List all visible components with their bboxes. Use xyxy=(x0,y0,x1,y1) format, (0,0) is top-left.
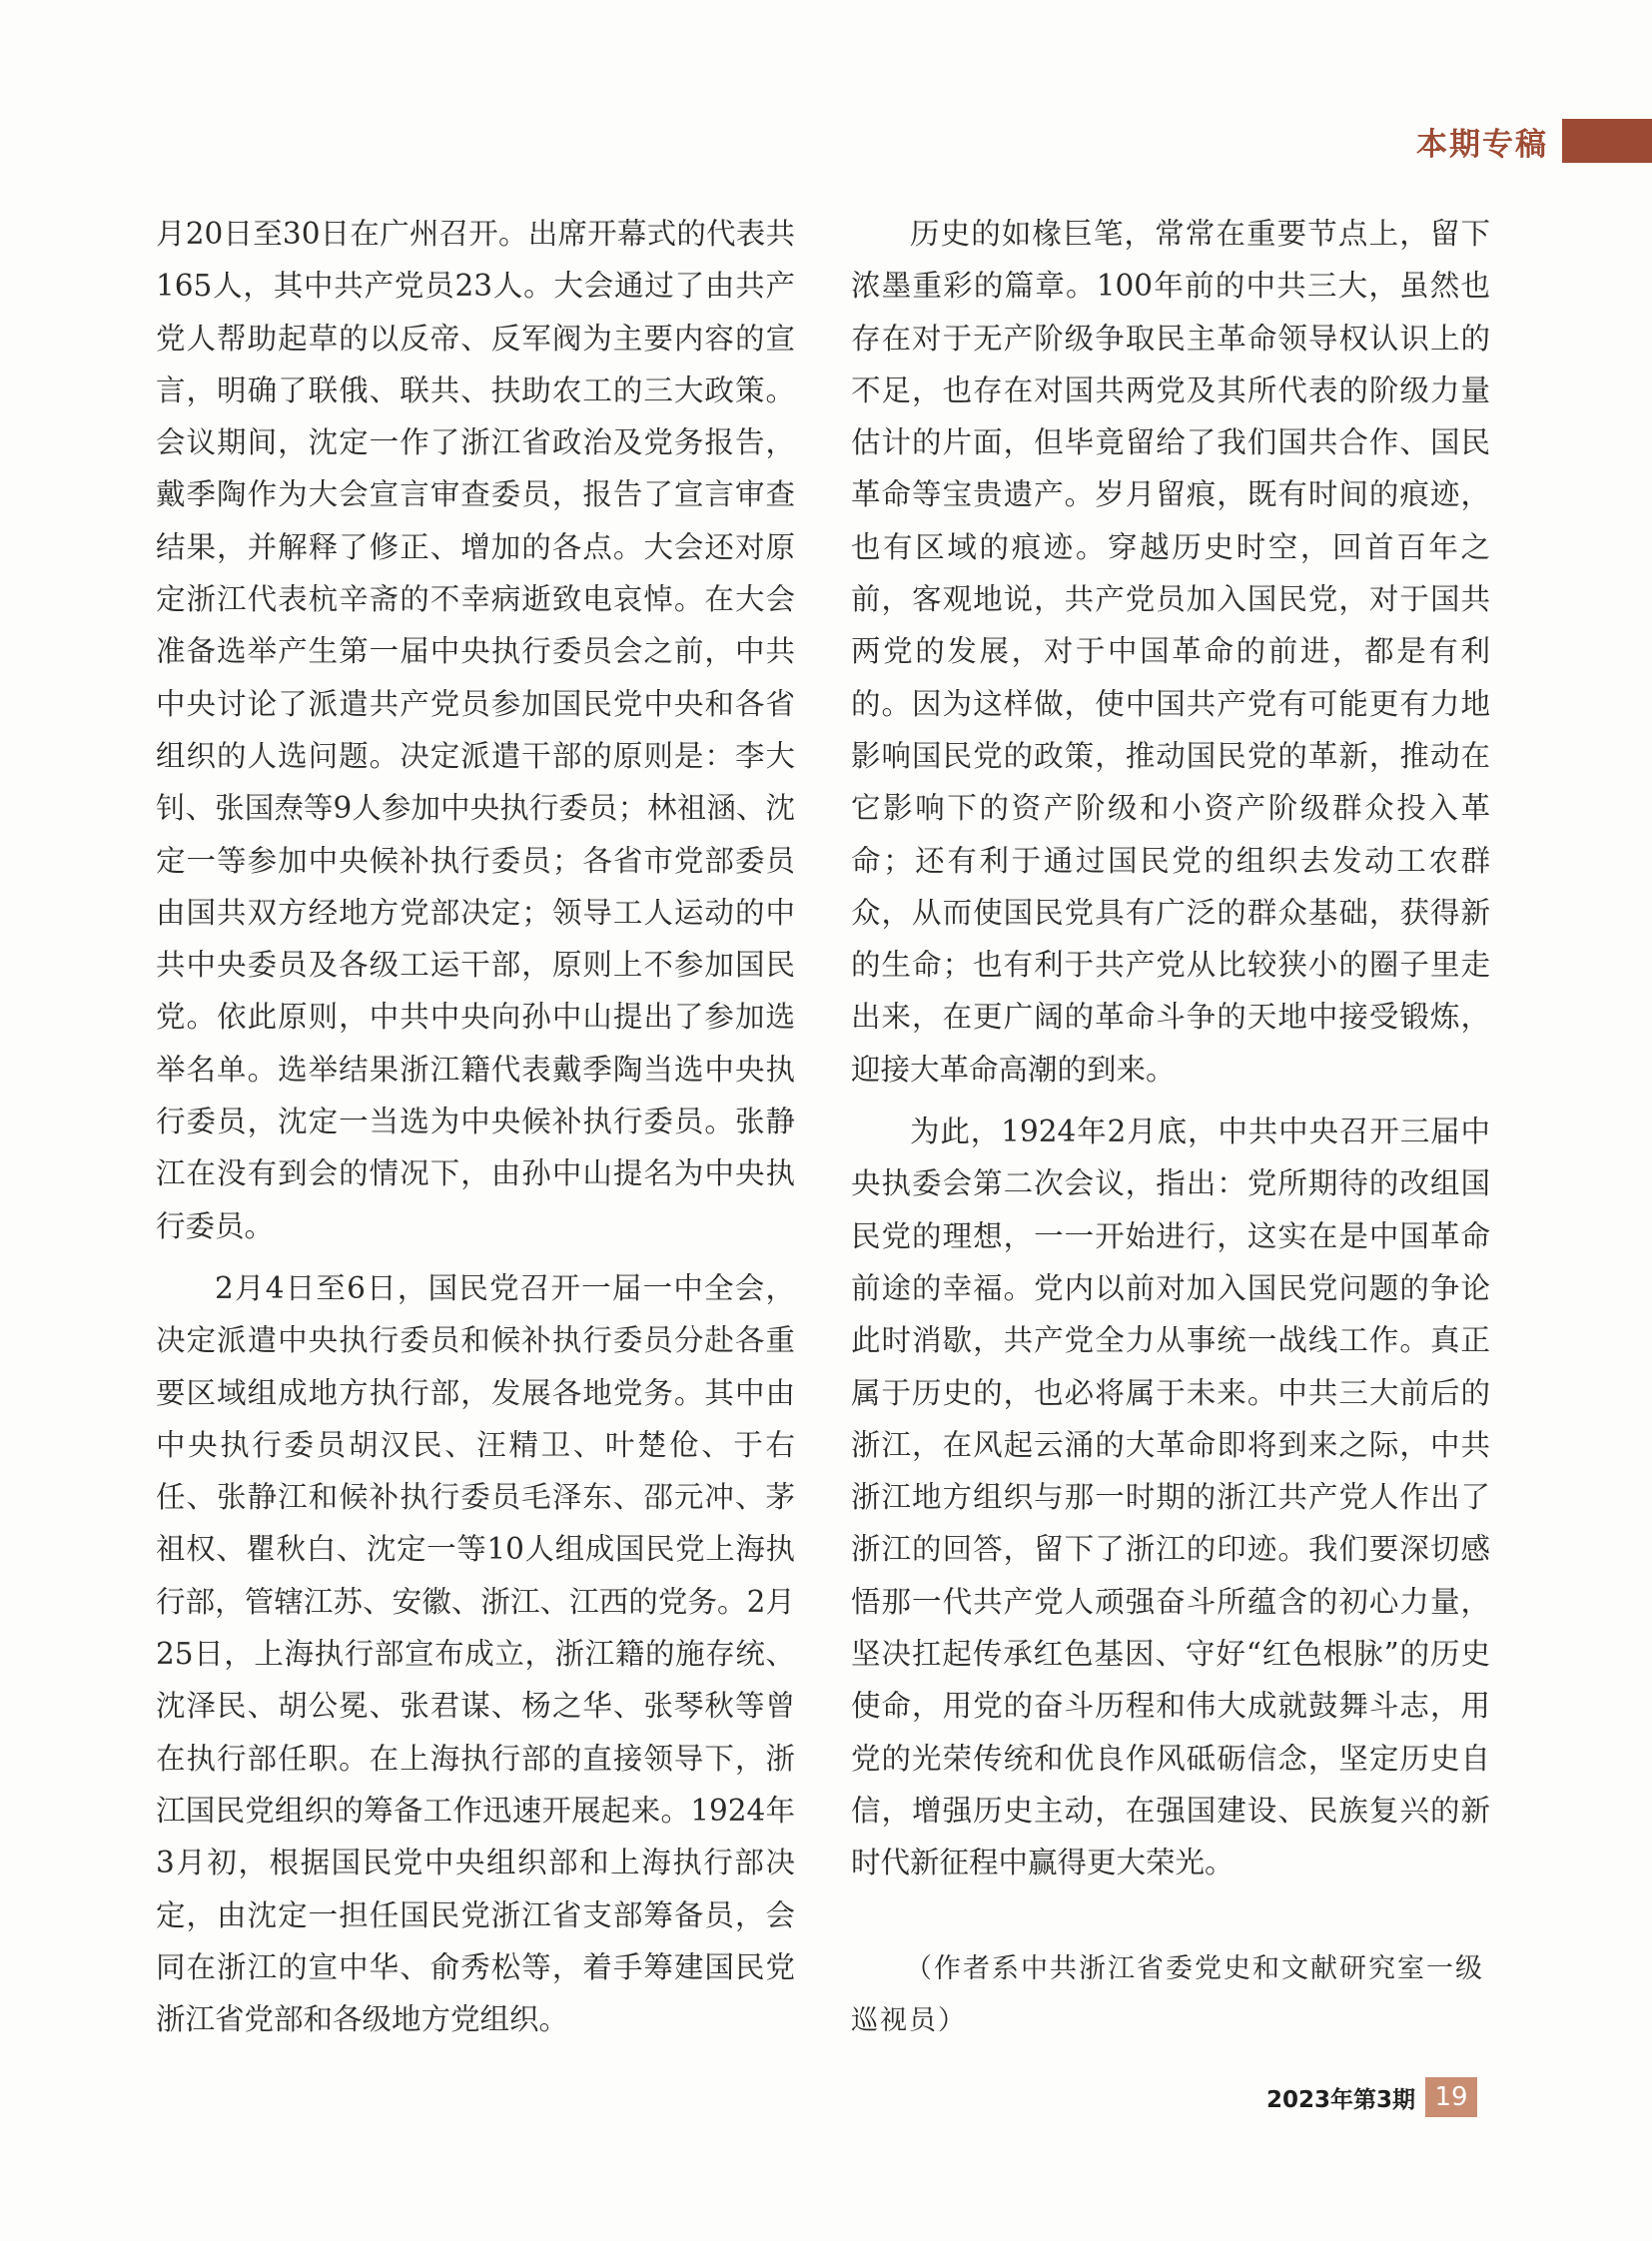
page-number: 19 xyxy=(1425,2077,1477,2117)
page-footer xyxy=(1266,2077,1477,2117)
right-paragraph-2: 为此，1924年2月底，中共中央召开三届中央执委会第二次会议，指出：党所期待的改组国民党的理想，一一开始进行，这实在是中国革命前途的幸福。党内以前对加入国民党问题的争论此时消歇，共产党全力从事统一战线工作。真正属于历史的，也必将属于未来。中共三大前后的浙江，在风起云涌的大革命即将到来之际，中共浙江地方组织与那一时期的浙江共产党人作出了浙江的回答，留下了浙江的印迹。我们要深切感悟那一代共产党人顽强奋斗所蕴含的初心力量，坚决扛起传承红色基因、守好“红色根脉”的历史使命，用党的奋斗历程和伟大成就鼓舞斗志，用党的光荣传统和优良作风砥砺信念，坚定历史自信，增强历史主动，在强国建设、民族复兴的新时代新征程中赢得更大荣光。 xyxy=(851,1115,1490,1880)
section-header xyxy=(1416,118,1652,164)
left-paragraph-1: 月20日至30日在广州召开。出席开幕式的代表共165人，其中共产党员23人。大会通过了由共产党人帮助起草的以反帝、反军阀为主要内容的宣言，明确了联俄、联共、扶助农工的三大政策。会议期间，沈定一作了浙江省政治及党务报告，戴季陶作为大会宣言审查委员，报告了宣言审查结果，并解释了修正、增加的各点。大会还对原定浙江代表杭辛斋的不幸病逝致电哀悼。在大会准备选举产生第一届中央执行委员会之前，中共中央讨论了派遣共产党员参加国民党中央和各省组织的人选问题。决定派遣干部的原则是：李大钊、张国焘等9人参加中央执行委员；林祖涵、沈定一等参加中央候补执行委员；各省市党部委员由国共双方经地方党部决定；领导工人运动的中共中央委员及各级工运干部，原则上不参加国民党。依此原则，中共中央向孙中山提出了参加选举名单。选举结果浙江籍代表戴季陶当选中央执行委员，沈定一当选为中央候补执行委员。张静江在没有到会的情况下，由孙中山提名为中央执行委员。 xyxy=(156,217,795,1243)
author-byline: （作者系中共浙江省委党史和文献研究室一级巡视员） xyxy=(851,1953,1484,2036)
left-paragraph-2: 2月4日至6日，国民党召开一届一中全会，决定派遣中央执行委员和候补执行委员分赴各重要区域组成地方执行部，发展各地党务。其中由中央执行委员胡汉民、汪精卫、叶楚伧、于右任、张静江和候补执行委员毛泽东、邵元冲、茅祖权、瞿秋白、沈定一等10人组成国民党上海执行部，管辖江苏、安徽、浙江、江西的党务。2月25日，上海执行部宣布成立，浙江籍的施存统、沈泽民、胡公冕、张君谋、杨之华、张琴秋等曾在执行部任职。在上海执行部的直接领导下，浙江国民党组织的筹备工作迅速开展起来。1924年3月初，根据国民党中央组织部和上海执行部决定，由沈定一担任国民党浙江省支部筹备员，会同在浙江的宣中华、俞秀松等，着手筹建国民党浙江省党部和各级地方党组织。 xyxy=(156,1270,795,2037)
left-column xyxy=(156,208,795,2055)
right-paragraph-1: 历史的如椽巨笔，常常在重要节点上，留下浓墨重彩的篇章。100年前的中共三大，虽然也存在对于无产阶级争取民主革命领导权认识上的不足，也存在对国共两党及其所代表的阶级力量估计的片面，但毕竟留给了我们国共合作、国民革命等宝贵遗产。岁月留痕，既有时间的痕迹，也有区域的痕迹。穿越历史时空，回首百年之前，客观地说，共产党员加入国民党，对于国共两党的发展，对于中国革命的前进，都是有利的。因为这样做，使中国共产党有可能更有力地影响国民党的政策，推动国民党的革新，推动在它影响下的资产阶级和小资产阶级群众投入革命；还有利于通过国民党的组织去发动工农群众，从而使国民党具有广泛的群众基础，获得新的生命；也有利于共产党从比较狭小的圈子里走出来，在更广阔的革命斗争的天地中接受锻炼，迎接大革命高潮的到来。 xyxy=(851,217,1490,1087)
right-column xyxy=(851,208,1490,1899)
header-color-bar xyxy=(1562,119,1652,163)
section-title: 本期专稿 xyxy=(1416,126,1548,163)
issue-label: 2023年第3期 xyxy=(1266,2086,1416,2113)
